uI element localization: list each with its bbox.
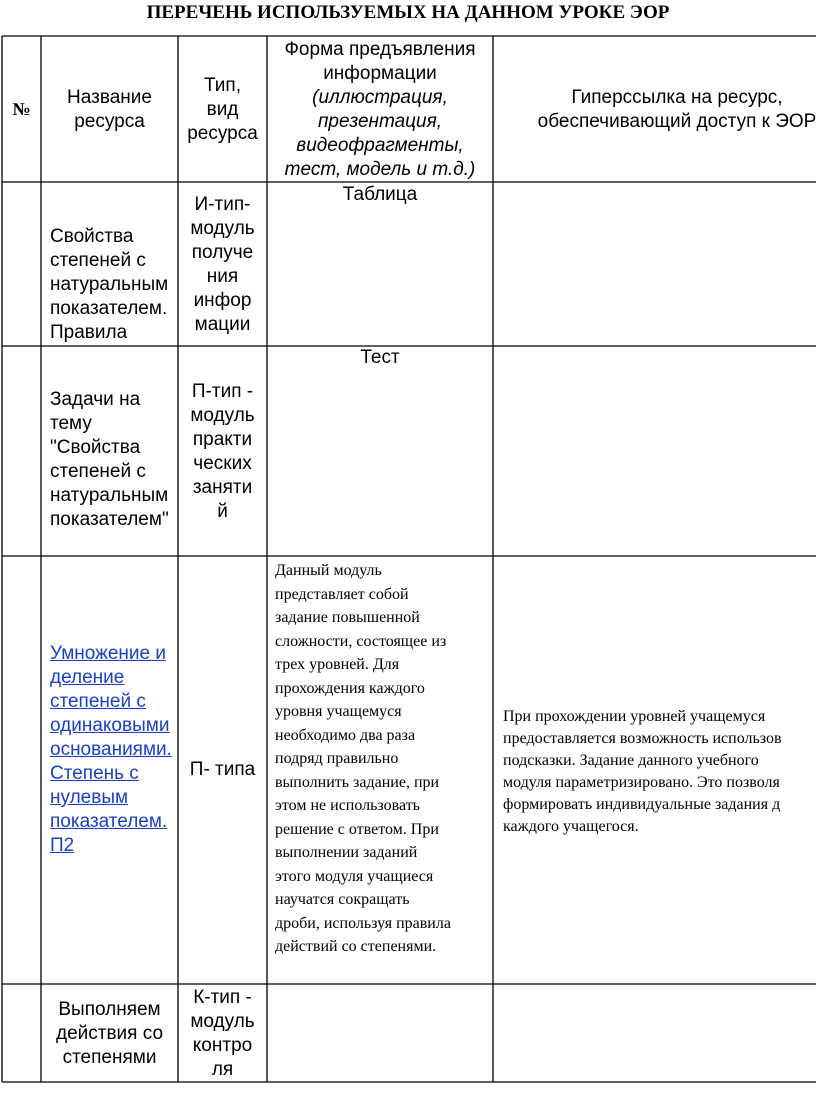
header-resource-name: Название ресурса <box>67 87 152 132</box>
row1-resource-type: И-тип- модуль получе ния инфор мации <box>190 194 255 335</box>
row2-info-form: Тест <box>360 347 400 368</box>
row3-resource-link[interactable]: Умножение и деление степеней с одинаковыми основаниями. Степень с нулевым показателем. П2 <box>50 643 172 856</box>
header-info-form: Форма предъявления информации (иллюстрация, презентация, видеофрагменты, тест, модель и т.д.) <box>284 39 476 180</box>
row4-resource-name: Выполняем действия со степенями <box>55 999 164 1068</box>
row1-resource-name: Свойства степеней с натуральным показателем. Правила <box>50 226 169 343</box>
row3-hyperlink-description: При прохождении уровней учащемуся предоставляется возможность использов подсказки. Задание данного учебного модуля параметризировано. Это позволя формировать индивидуальные задания д каждого учащегося. <box>503 708 782 835</box>
row2-resource-type: П-тип - модуль практи ческих заняти й <box>190 381 255 522</box>
row2-resource-name: Задачи на тему "Свойства степеней с натуральным показателем" <box>50 389 169 530</box>
header-hyperlink: Гиперссылка на ресурс, обеспечивающий доступ к ЭОР <box>537 87 816 132</box>
row1-info-form: Таблица <box>342 184 418 205</box>
row3-info-form: Данный модуль представляет собой задание повышенной сложности, состоящее из трех уровней. Для прохождения каждого уровня учащемуся необходимо два раза подряд правильно выполнить задание, при этом не использовать решение с ответом. При выполнении заданий этого модуля учащиеся научатся сокращать дроби, используя правила действий со степенями. <box>275 562 451 955</box>
row3-resource-type: П- типа <box>189 759 256 780</box>
header-number: № <box>12 99 31 119</box>
row4-resource-type: К-тип - модуль контро ля <box>190 987 255 1080</box>
header-resource-type: Тип, вид ресурса <box>187 75 258 144</box>
page-title: ПЕРЕЧЕНЬ ИСПОЛЬЗУЕМЫХ НА ДАННОМ УРОКЕ ЭОР <box>146 2 670 23</box>
